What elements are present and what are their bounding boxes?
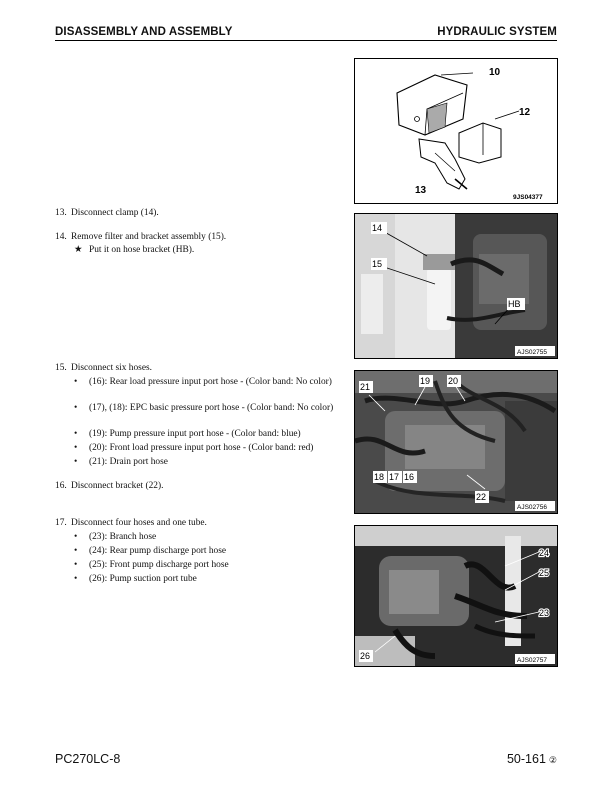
item-text: (26): Pump suction port tube [89,574,197,584]
bullet-icon: • [74,443,78,453]
figure-cover-bracket [354,58,558,204]
item-text: (17), (18): EPC basic pressure port hose - (Color band: No color) [89,403,334,413]
filter-photo-image [355,214,557,358]
callout-10: 10 [489,67,501,78]
figure-code: AJS02756 [517,504,547,511]
figure-cover-bracket-drawing [355,59,557,203]
callout-25: 25 [539,568,550,578]
step-text: Disconnect six hoses. [71,363,152,373]
step-13 [55,207,345,219]
star-note-icon: ★ [74,245,83,255]
step-17-item-26 [74,573,344,585]
bullet-icon: • [74,377,78,387]
item-text: (16): Rear load pressure input port hose - (Color band: No color) [89,377,332,387]
callout-16: 16 [404,472,415,482]
item-text: (19): Pump pressure input port hose - (Color band: blue) [89,429,301,439]
step-number: 16. [55,481,67,491]
item-text: (24): Rear pump discharge port hose [89,546,227,556]
step-text: Remove filter and bracket assembly (15). [71,232,227,242]
step-number: 14. [55,232,67,242]
figure-hoses-photo [354,370,558,514]
footer-page [507,752,557,766]
bullet-icon: • [74,457,78,467]
step-14 [55,231,345,243]
callout-26: 26 [360,651,371,661]
callout-21: 21 [360,382,371,392]
figure-code: 9JS04377 [513,194,543,201]
note-text: Put it on hose bracket (HB). [89,245,195,255]
step-15-item-17-18 [74,402,344,414]
step-text: Disconnect clamp (14). [71,208,159,218]
step-number: 17. [55,518,67,528]
figure-filter-bracket-photo [354,213,558,359]
step-16 [55,480,345,492]
step-number: 13. [55,208,67,218]
bullet-icon: • [74,546,78,556]
header-section-title: DISASSEMBLY AND ASSEMBLY [55,26,233,38]
callout-24: 24 [539,548,550,558]
callout-18: 18 [374,472,385,482]
header-chapter-title: HYDRAULIC SYSTEM [437,26,557,38]
revision-mark: ② [548,755,557,765]
step-15 [55,362,345,374]
callout-15: 15 [372,259,383,269]
step-17 [55,517,345,529]
callout-14: 14 [372,223,383,233]
step-text: Disconnect four hoses and one tube. [71,518,207,528]
bullet-icon: • [74,429,78,439]
callout-12: 12 [519,107,531,118]
step-15-item-16 [74,376,344,388]
item-text: (25): Front pump discharge port hose [89,560,229,570]
bullet-icon: • [74,560,78,570]
callout-20: 20 [448,376,459,386]
step-17-item-23 [74,531,344,543]
step-text: Disconnect bracket (22). [71,481,164,491]
footer-model: PC270LC-8 [55,752,121,766]
pump-photo-image [355,526,557,666]
callout-hb: HB [508,299,521,309]
step-number: 15. [55,363,67,373]
step-15-item-19 [74,428,344,440]
bullet-icon: • [74,574,78,584]
step-17-item-24 [74,545,344,557]
bullet-icon: • [74,403,78,413]
step-15-item-20 [74,442,344,454]
callout-19: 19 [420,376,431,386]
callout-23: 23 [539,608,550,618]
figure-code: AJS02755 [517,349,547,356]
header-rule [55,40,557,41]
page-number: 50-161 [506,752,546,766]
item-text: (23): Branch hose [89,532,157,542]
callout-13: 13 [415,185,427,196]
step-17-item-25 [74,559,344,571]
figure-pump-photo [354,525,558,667]
step-15-item-21 [74,456,344,468]
item-text: (21): Drain port hose [89,457,168,467]
figure-code: AJS02757 [517,657,547,664]
callout-22: 22 [476,492,487,502]
callout-17: 17 [389,472,400,482]
item-text: (20): Front load pressure input port hose - (Color band: red) [89,443,314,453]
step-14-note [74,244,344,256]
hoses-photo-image [355,371,557,513]
bullet-icon: • [74,532,78,542]
